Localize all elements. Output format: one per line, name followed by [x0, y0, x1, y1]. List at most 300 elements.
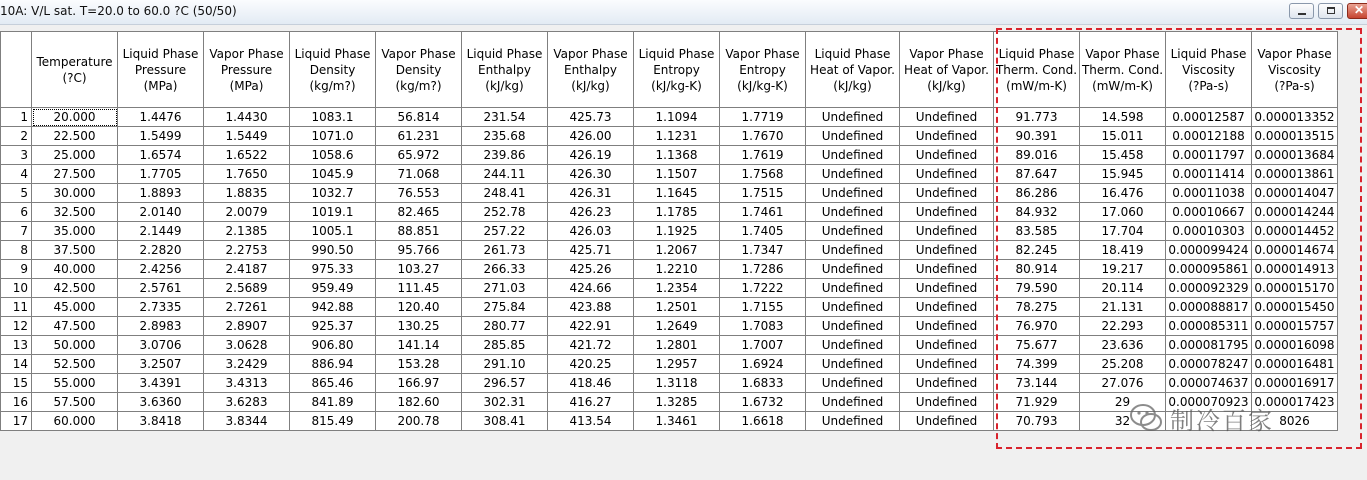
table-cell[interactable]: 0.000015757	[1252, 317, 1338, 336]
table-cell[interactable]: 815.49	[290, 412, 376, 431]
table-cell[interactable]: 257.22	[462, 222, 548, 241]
table-cell[interactable]: 2.2820	[118, 241, 204, 260]
table-cell[interactable]: 61.231	[376, 127, 462, 146]
table-row[interactable]	[1, 241, 1338, 260]
table-cell[interactable]: 1.7347	[720, 241, 806, 260]
table-cell[interactable]: 182.60	[376, 393, 462, 412]
table-cell[interactable]: 1.6522	[204, 146, 290, 165]
table-cell[interactable]: 1.7568	[720, 165, 806, 184]
table-cell[interactable]: 20.000	[32, 108, 118, 127]
table-cell[interactable]: 2.4256	[118, 260, 204, 279]
table-cell[interactable]: 2.8907	[204, 317, 290, 336]
table-cell[interactable]: 83.585	[994, 222, 1080, 241]
table-cell[interactable]: Undefined	[900, 355, 994, 374]
table-cell[interactable]: 1.1231	[634, 127, 720, 146]
table-cell[interactable]: 1.6574	[118, 146, 204, 165]
table-row[interactable]	[1, 165, 1338, 184]
table-cell[interactable]: 886.94	[290, 355, 376, 374]
table-cell[interactable]: 841.89	[290, 393, 376, 412]
table-cell[interactable]: 70.793	[994, 412, 1080, 431]
table-cell[interactable]: 3.4313	[204, 374, 290, 393]
table-cell[interactable]: 15.458	[1080, 146, 1166, 165]
table-cell[interactable]: 16.476	[1080, 184, 1166, 203]
table-cell[interactable]: 35.000	[32, 222, 118, 241]
table-cell[interactable]: 0.000014047	[1252, 184, 1338, 203]
table-cell[interactable]: 75.677	[994, 336, 1080, 355]
table-cell[interactable]: 141.14	[376, 336, 462, 355]
table-cell[interactable]: 3.8344	[204, 412, 290, 431]
table-cell[interactable]: 2.7335	[118, 298, 204, 317]
table-cell[interactable]: 3.2507	[118, 355, 204, 374]
row-number[interactable]: 10	[1, 279, 32, 298]
table-cell[interactable]: 1.6833	[720, 374, 806, 393]
row-number[interactable]: 9	[1, 260, 32, 279]
table-cell[interactable]: 0.00011414	[1166, 165, 1252, 184]
table-cell[interactable]: 1.6732	[720, 393, 806, 412]
table-cell[interactable]: 1083.1	[290, 108, 376, 127]
table-cell[interactable]: 1.2354	[634, 279, 720, 298]
table-cell[interactable]: 17.704	[1080, 222, 1166, 241]
table-cell[interactable]: 1.3285	[634, 393, 720, 412]
table-cell[interactable]: 865.46	[290, 374, 376, 393]
table-cell[interactable]: 1.7670	[720, 127, 806, 146]
table-cell[interactable]: 15.011	[1080, 127, 1166, 146]
table-cell[interactable]: 426.30	[548, 165, 634, 184]
table-cell[interactable]: 40.000	[32, 260, 118, 279]
table-cell[interactable]: Undefined	[900, 298, 994, 317]
table-cell[interactable]: Undefined	[806, 203, 900, 222]
table-cell[interactable]: Undefined	[806, 336, 900, 355]
table-cell[interactable]: 3.4391	[118, 374, 204, 393]
table-cell[interactable]: 239.86	[462, 146, 548, 165]
table-cell[interactable]: 111.45	[376, 279, 462, 298]
table-cell[interactable]: 252.78	[462, 203, 548, 222]
table-cell[interactable]: Undefined	[806, 165, 900, 184]
table-cell[interactable]: 76.553	[376, 184, 462, 203]
table-cell[interactable]: 20.114	[1080, 279, 1166, 298]
table-cell[interactable]: 1.2649	[634, 317, 720, 336]
table-cell[interactable]: 1.8835	[204, 184, 290, 203]
table-cell[interactable]: 2.1385	[204, 222, 290, 241]
column-header[interactable]	[290, 32, 376, 108]
table-cell[interactable]: 50.000	[32, 336, 118, 355]
table-cell[interactable]: 0.000014244	[1252, 203, 1338, 222]
column-header[interactable]	[900, 32, 994, 108]
table-cell[interactable]: 925.37	[290, 317, 376, 336]
table-cell[interactable]: 55.000	[32, 374, 118, 393]
table-cell[interactable]: Undefined	[806, 393, 900, 412]
table-cell[interactable]: Undefined	[806, 108, 900, 127]
table-cell[interactable]: 200.78	[376, 412, 462, 431]
table-cell[interactable]: Undefined	[900, 222, 994, 241]
table-row[interactable]	[1, 127, 1338, 146]
table-cell[interactable]: 1.2210	[634, 260, 720, 279]
table-cell[interactable]: 84.932	[994, 203, 1080, 222]
table-cell[interactable]: 1.2801	[634, 336, 720, 355]
table-cell[interactable]: Undefined	[806, 146, 900, 165]
row-number[interactable]: 8	[1, 241, 32, 260]
table-cell[interactable]: 248.41	[462, 184, 548, 203]
table-cell[interactable]: Undefined	[806, 260, 900, 279]
table-cell[interactable]: Undefined	[900, 108, 994, 127]
table-cell[interactable]: 3.0628	[204, 336, 290, 355]
table-cell[interactable]: 3.6283	[204, 393, 290, 412]
table-cell[interactable]: Undefined	[900, 165, 994, 184]
table-cell[interactable]: Undefined	[806, 355, 900, 374]
table-cell[interactable]: Undefined	[900, 412, 994, 431]
table-cell[interactable]: 0.000014913	[1252, 260, 1338, 279]
table-cell[interactable]: 0.00012587	[1166, 108, 1252, 127]
table-cell[interactable]: 1.7515	[720, 184, 806, 203]
table-cell[interactable]: 71.068	[376, 165, 462, 184]
table-cell[interactable]: Undefined	[806, 222, 900, 241]
table-cell[interactable]: 266.33	[462, 260, 548, 279]
table-cell[interactable]: 57.500	[32, 393, 118, 412]
table-cell[interactable]: 82.245	[994, 241, 1080, 260]
table-cell[interactable]: Undefined	[900, 127, 994, 146]
table-cell[interactable]: 166.97	[376, 374, 462, 393]
table-cell[interactable]: 1.8893	[118, 184, 204, 203]
table-cell[interactable]: 1.4476	[118, 108, 204, 127]
table-cell[interactable]: 25.000	[32, 146, 118, 165]
row-number[interactable]: 4	[1, 165, 32, 184]
table-cell[interactable]: 975.33	[290, 260, 376, 279]
row-number[interactable]: 3	[1, 146, 32, 165]
table-cell[interactable]: 73.144	[994, 374, 1080, 393]
table-cell[interactable]: 1.6924	[720, 355, 806, 374]
table-cell[interactable]: 0.000016098	[1252, 336, 1338, 355]
table-cell[interactable]: 30.000	[32, 184, 118, 203]
table-cell[interactable]: Undefined	[806, 374, 900, 393]
table-cell[interactable]: 0.000081795	[1166, 336, 1252, 355]
table-row[interactable]	[1, 279, 1338, 298]
table-cell[interactable]: 959.49	[290, 279, 376, 298]
table-cell[interactable]: 426.19	[548, 146, 634, 165]
table-cell[interactable]: 2.8983	[118, 317, 204, 336]
table-cell[interactable]: 3.6360	[118, 393, 204, 412]
row-number[interactable]: 14	[1, 355, 32, 374]
table-cell[interactable]: 0.000013515	[1252, 127, 1338, 146]
table-cell[interactable]: 990.50	[290, 241, 376, 260]
table-cell[interactable]: 22.293	[1080, 317, 1166, 336]
table-cell[interactable]: Undefined	[900, 184, 994, 203]
table-cell[interactable]: 1045.9	[290, 165, 376, 184]
table-cell[interactable]: 0.00010667	[1166, 203, 1252, 222]
table-cell[interactable]: 308.41	[462, 412, 548, 431]
table-cell[interactable]: Undefined	[900, 203, 994, 222]
table-cell[interactable]: 80.914	[994, 260, 1080, 279]
table-cell[interactable]: 120.40	[376, 298, 462, 317]
table-cell[interactable]: 103.27	[376, 260, 462, 279]
table-cell[interactable]: 1071.0	[290, 127, 376, 146]
row-number[interactable]: 13	[1, 336, 32, 355]
table-cell[interactable]: 1.7007	[720, 336, 806, 355]
table-cell[interactable]: 0.000074637	[1166, 374, 1252, 393]
table-cell[interactable]: 1.1645	[634, 184, 720, 203]
column-header[interactable]	[1080, 32, 1166, 108]
table-cell[interactable]: 2.0140	[118, 203, 204, 222]
column-header[interactable]	[806, 32, 900, 108]
table-cell[interactable]: 76.970	[994, 317, 1080, 336]
column-header[interactable]	[462, 32, 548, 108]
table-cell[interactable]: 2.1449	[118, 222, 204, 241]
row-number[interactable]: 15	[1, 374, 32, 393]
table-cell[interactable]: 275.84	[462, 298, 548, 317]
table-cell[interactable]: 1.7705	[118, 165, 204, 184]
table-cell[interactable]: 0.00011797	[1166, 146, 1252, 165]
table-cell[interactable]: 2.0079	[204, 203, 290, 222]
table-cell[interactable]: 1.7719	[720, 108, 806, 127]
table-cell[interactable]: 0.00010303	[1166, 222, 1252, 241]
table-cell[interactable]: 0.000016917	[1252, 374, 1338, 393]
table-cell[interactable]: Undefined	[900, 279, 994, 298]
table-cell[interactable]: 71.929	[994, 393, 1080, 412]
column-header[interactable]	[720, 32, 806, 108]
table-cell[interactable]: 153.28	[376, 355, 462, 374]
table-cell[interactable]: 1032.7	[290, 184, 376, 203]
table-cell[interactable]: Undefined	[806, 412, 900, 431]
maximize-button[interactable]	[1318, 3, 1343, 19]
table-cell[interactable]: Undefined	[900, 317, 994, 336]
table-cell[interactable]: 0.000014452	[1252, 222, 1338, 241]
table-cell[interactable]: 1.7405	[720, 222, 806, 241]
table-cell[interactable]: 906.80	[290, 336, 376, 355]
table-cell[interactable]: 422.91	[548, 317, 634, 336]
table-cell[interactable]: 425.73	[548, 108, 634, 127]
column-header[interactable]	[994, 32, 1080, 108]
table-cell[interactable]: 78.275	[994, 298, 1080, 317]
table-cell[interactable]: 86.286	[994, 184, 1080, 203]
table-cell[interactable]: 3.2429	[204, 355, 290, 374]
table-cell[interactable]: 1.1925	[634, 222, 720, 241]
table-cell[interactable]: 235.68	[462, 127, 548, 146]
table-cell[interactable]: 88.851	[376, 222, 462, 241]
table-cell[interactable]: 0.000099424	[1166, 241, 1252, 260]
table-cell[interactable]: 95.766	[376, 241, 462, 260]
table-cell[interactable]: 79.590	[994, 279, 1080, 298]
table-cell[interactable]: 0.000078247	[1166, 355, 1252, 374]
table-cell[interactable]: 0.00011038	[1166, 184, 1252, 203]
table-cell[interactable]: 60.000	[32, 412, 118, 431]
table-cell[interactable]: 1.1368	[634, 146, 720, 165]
table-cell[interactable]: 1.2501	[634, 298, 720, 317]
table-row[interactable]	[1, 222, 1338, 241]
table-row[interactable]	[1, 298, 1338, 317]
table-cell[interactable]: 56.814	[376, 108, 462, 127]
table-cell[interactable]: 0.000016481	[1252, 355, 1338, 374]
table-cell[interactable]: 2.7261	[204, 298, 290, 317]
table-cell[interactable]: 291.10	[462, 355, 548, 374]
table-cell[interactable]: 2.4187	[204, 260, 290, 279]
table-cell[interactable]: 416.27	[548, 393, 634, 412]
table-row[interactable]	[1, 184, 1338, 203]
table-cell[interactable]: 421.72	[548, 336, 634, 355]
table-cell[interactable]: 1058.6	[290, 146, 376, 165]
table-cell[interactable]: 22.500	[32, 127, 118, 146]
table-cell[interactable]: Undefined	[900, 260, 994, 279]
table-cell[interactable]: 261.73	[462, 241, 548, 260]
table-row[interactable]	[1, 260, 1338, 279]
table-cell[interactable]: 19.217	[1080, 260, 1166, 279]
table-cell[interactable]: 426.31	[548, 184, 634, 203]
table-cell[interactable]: 1.1094	[634, 108, 720, 127]
table-cell[interactable]: 285.85	[462, 336, 548, 355]
table-cell[interactable]: 18.419	[1080, 241, 1166, 260]
table-cell[interactable]: 87.647	[994, 165, 1080, 184]
table-cell[interactable]: 82.465	[376, 203, 462, 222]
table-cell[interactable]: 1.6618	[720, 412, 806, 431]
table-cell[interactable]: 27.076	[1080, 374, 1166, 393]
table-cell[interactable]: 231.54	[462, 108, 548, 127]
table-cell[interactable]: 0.000015170	[1252, 279, 1338, 298]
table-row[interactable]	[1, 355, 1338, 374]
table-cell[interactable]: 425.26	[548, 260, 634, 279]
table-cell[interactable]: Undefined	[806, 317, 900, 336]
table-cell[interactable]: Undefined	[806, 184, 900, 203]
table-cell[interactable]: 1.7619	[720, 146, 806, 165]
table-cell[interactable]: 942.88	[290, 298, 376, 317]
table-cell[interactable]: 426.23	[548, 203, 634, 222]
table-row[interactable]	[1, 317, 1338, 336]
table-cell[interactable]: 130.25	[376, 317, 462, 336]
table-cell[interactable]: 32.500	[32, 203, 118, 222]
table-cell[interactable]: 0.000092329	[1166, 279, 1252, 298]
table-cell[interactable]: 29	[1080, 393, 1166, 412]
column-header[interactable]	[204, 32, 290, 108]
table-cell[interactable]: 0.000095861	[1166, 260, 1252, 279]
table-cell[interactable]: 1.5499	[118, 127, 204, 146]
column-header[interactable]	[548, 32, 634, 108]
table-cell[interactable]: 0.000015450	[1252, 298, 1338, 317]
table-cell[interactable]: 25.208	[1080, 355, 1166, 374]
table-cell[interactable]: Undefined	[900, 374, 994, 393]
table-cell[interactable]: 90.391	[994, 127, 1080, 146]
table-cell[interactable]: 1.7461	[720, 203, 806, 222]
table-cell[interactable]: 280.77	[462, 317, 548, 336]
table-cell[interactable]: 1.4430	[204, 108, 290, 127]
table-cell[interactable]: 0.000017423	[1252, 393, 1338, 412]
table-row[interactable]	[1, 203, 1338, 222]
table-cell[interactable]: 420.25	[548, 355, 634, 374]
table-cell[interactable]: 74.399	[994, 355, 1080, 374]
table-cell[interactable]: 1.5449	[204, 127, 290, 146]
table-cell[interactable]: Undefined	[900, 146, 994, 165]
table-cell[interactable]: 423.88	[548, 298, 634, 317]
table-cell[interactable]: Undefined	[900, 241, 994, 260]
table-cell[interactable]: 0.000013861	[1252, 165, 1338, 184]
row-number[interactable]: 7	[1, 222, 32, 241]
table-cell[interactable]: 1.7083	[720, 317, 806, 336]
table-cell[interactable]: 2.5689	[204, 279, 290, 298]
table-cell[interactable]: 1.1785	[634, 203, 720, 222]
table-cell[interactable]: 47.500	[32, 317, 118, 336]
table-cell[interactable]: 1.7222	[720, 279, 806, 298]
row-number[interactable]: 2	[1, 127, 32, 146]
table-cell[interactable]: 89.016	[994, 146, 1080, 165]
table-cell[interactable]: 27.500	[32, 165, 118, 184]
table-cell[interactable]: Undefined	[806, 127, 900, 146]
table-cell[interactable]: 413.54	[548, 412, 634, 431]
column-header[interactable]	[32, 32, 118, 108]
table-cell[interactable]: 0.000013684	[1252, 146, 1338, 165]
table-cell[interactable]: 14.598	[1080, 108, 1166, 127]
table-cell[interactable]: 2.2753	[204, 241, 290, 260]
table-cell[interactable]: 426.03	[548, 222, 634, 241]
table-cell[interactable]: 1.7650	[204, 165, 290, 184]
row-number[interactable]: 5	[1, 184, 32, 203]
table-cell[interactable]: 0.000088817	[1166, 298, 1252, 317]
column-header[interactable]	[376, 32, 462, 108]
table-cell[interactable]: 0.00012188	[1166, 127, 1252, 146]
table-cell[interactable]: 3.0706	[118, 336, 204, 355]
table-cell[interactable]: Undefined	[806, 279, 900, 298]
table-cell[interactable]: 1.2067	[634, 241, 720, 260]
table-cell[interactable]: 302.31	[462, 393, 548, 412]
table-row[interactable]	[1, 146, 1338, 165]
table-cell[interactable]: 3.8418	[118, 412, 204, 431]
table-cell[interactable]: 1.1507	[634, 165, 720, 184]
table-cell[interactable]: 271.03	[462, 279, 548, 298]
table-row[interactable]	[1, 374, 1338, 393]
table-cell[interactable]: 1.3461	[634, 412, 720, 431]
column-header[interactable]	[118, 32, 204, 108]
table-cell[interactable]: 1.7286	[720, 260, 806, 279]
table-cell[interactable]: 0.000014674	[1252, 241, 1338, 260]
table-row[interactable]	[1, 336, 1338, 355]
column-header[interactable]	[1166, 32, 1252, 108]
table-cell[interactable]: 0.000085311	[1166, 317, 1252, 336]
table-cell[interactable]: 0.000013352	[1252, 108, 1338, 127]
table-cell[interactable]: 23.636	[1080, 336, 1166, 355]
table-cell[interactable]: Undefined	[900, 336, 994, 355]
row-number[interactable]: 16	[1, 393, 32, 412]
minimize-button[interactable]	[1289, 3, 1314, 19]
table-cell[interactable]: 65.972	[376, 146, 462, 165]
table-cell[interactable]: 37.500	[32, 241, 118, 260]
table-cell[interactable]: 425.71	[548, 241, 634, 260]
table-cell[interactable]: Undefined	[900, 393, 994, 412]
table-cell[interactable]: 1.2957	[634, 355, 720, 374]
table-cell[interactable]: 45.000	[32, 298, 118, 317]
table-row[interactable]	[1, 108, 1338, 127]
table-cell[interactable]: 1019.1	[290, 203, 376, 222]
table-cell[interactable]: 8026	[1252, 412, 1338, 431]
table-cell[interactable]: 91.773	[994, 108, 1080, 127]
table-cell[interactable]: Undefined	[806, 298, 900, 317]
table-cell[interactable]: 418.46	[548, 374, 634, 393]
close-button[interactable]	[1347, 3, 1367, 19]
row-number[interactable]: 17	[1, 412, 32, 431]
table-cell[interactable]: 296.57	[462, 374, 548, 393]
table-cell[interactable]: 32	[1080, 412, 1166, 431]
table-cell[interactable]: 17.060	[1080, 203, 1166, 222]
row-number[interactable]: 11	[1, 298, 32, 317]
table-cell[interactable]: 21.131	[1080, 298, 1166, 317]
table-cell[interactable]: 1005.1	[290, 222, 376, 241]
table-cell[interactable]: 2.5761	[118, 279, 204, 298]
row-number[interactable]: 12	[1, 317, 32, 336]
table-cell[interactable]: 424.66	[548, 279, 634, 298]
row-number[interactable]: 6	[1, 203, 32, 222]
table-cell[interactable]: 42.500	[32, 279, 118, 298]
table-cell[interactable]: 1.3118	[634, 374, 720, 393]
table-cell[interactable]: Undefined	[806, 241, 900, 260]
table-cell[interactable]: 244.11	[462, 165, 548, 184]
table-cell[interactable]: 52.500	[32, 355, 118, 374]
row-number[interactable]: 1	[1, 108, 32, 127]
table-cell[interactable]: 1.7155	[720, 298, 806, 317]
column-header[interactable]	[1252, 32, 1338, 108]
